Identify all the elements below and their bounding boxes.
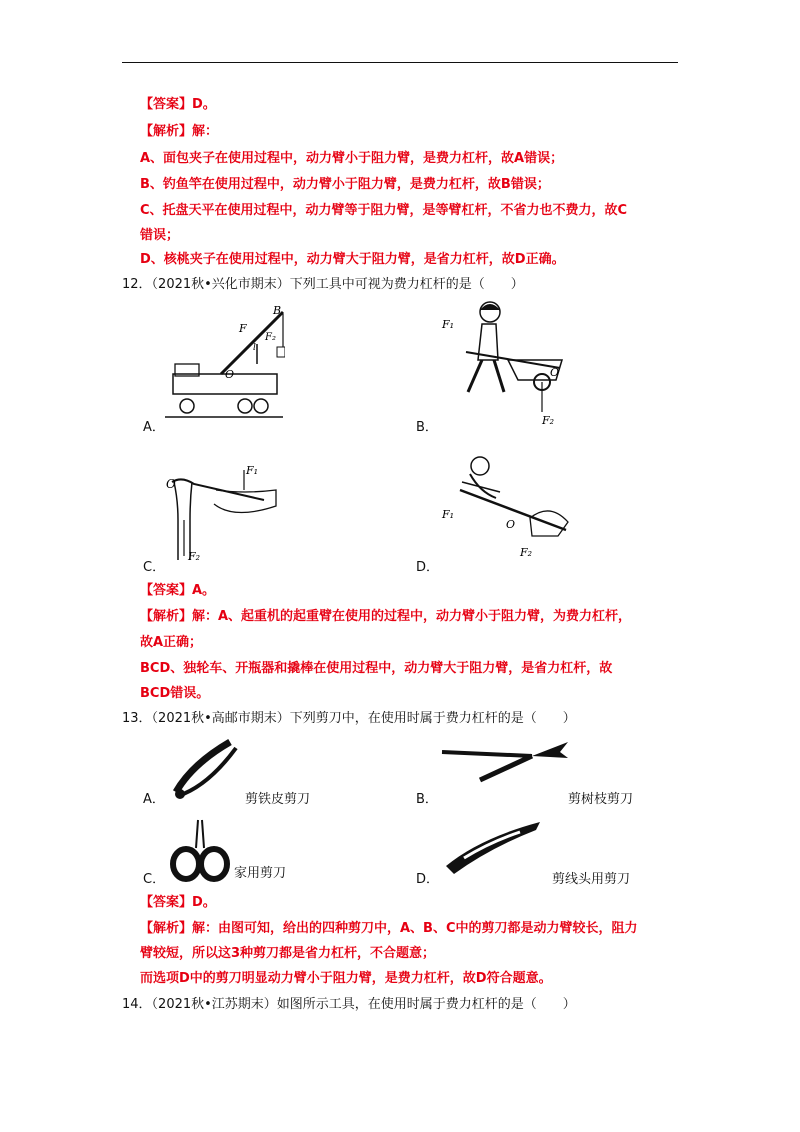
q13-answer: 【答案】D。 (140, 895, 216, 910)
q14-stem: 14．（2021秋•江苏期末）如图所示工具，在使用时属于费力杠杆的是（ ） (122, 997, 576, 1012)
q12-stem: 12．（2021秋•兴化市期末）下列工具中可视为费力杠杆的是（ ） (122, 277, 524, 292)
q11-analysis-line: C、托盘天平在使用过程中，动力臂等于阻力臂，是等臂杠杆，不省力也不费力，故C (140, 203, 628, 218)
tin-snips-figure (168, 734, 242, 802)
crane-label-o: O (225, 368, 235, 381)
crowbar-label-o: O (506, 518, 516, 531)
q13-caption-d: 剪线头用剪刀 (552, 872, 631, 887)
q13-analysis-line: 臂较短，所以这3种剪刀都是省力杠杆，不合题意； (140, 946, 436, 961)
q13-caption-a: 剪铁皮剪刀 (245, 792, 311, 807)
q13-analysis-line: 而选项D中的剪刀明显动力臂小于阻力臂，是费力杠杆，故D符合题意。 (140, 971, 552, 986)
crane-label-b: B (273, 304, 282, 317)
q13-option-d[interactable]: D． (416, 872, 440, 887)
q11-analysis-line: D、核桃夹子在使用过程中，动力臂大于阻力臂，是省力杠杆，故D正确。 (140, 252, 565, 267)
crowbar-label-f1: F₁ (442, 508, 455, 521)
opener-label-f1: F₁ (246, 464, 259, 477)
crane-figure (165, 302, 285, 424)
q12-option-d[interactable]: D． (416, 560, 440, 575)
q12-option-c[interactable]: C． (143, 560, 166, 575)
crowbar-label-f2: F₂ (520, 546, 533, 559)
q12-analysis-line: BCD错误。 (140, 686, 210, 701)
q13-option-a[interactable]: A． (143, 792, 165, 807)
bottle-opener-figure (164, 460, 286, 564)
q13-option-c[interactable]: C． (143, 872, 166, 887)
crane-label-l: l (253, 343, 256, 353)
q12-option-b[interactable]: B． (416, 420, 438, 435)
wheelbarrow-label-f2: F₂ (542, 414, 555, 427)
wheelbarrow-label-o: O (550, 366, 560, 379)
pruning-shears-figure (440, 736, 572, 786)
opener-label-f2: F₂ (188, 550, 201, 563)
header-rule (122, 62, 678, 63)
q12-analysis-line: 故A正确； (140, 635, 203, 650)
crane-label-f2: F₂ (265, 332, 276, 343)
q13-stem: 13．（2021秋•高邮市期末）下列剪刀中，在使用时属于费力杠杆的是（ ） (122, 711, 576, 726)
wheelbarrow-figure (438, 300, 570, 428)
crowbar-figure (440, 452, 574, 566)
thread-snips-figure (440, 818, 546, 876)
q11-analysis-line: A、面包夹子在使用过程中，动力臂小于阻力臂，是费力杠杆，故A错误； (140, 151, 564, 166)
q11-analysis-head: 【解析】解： (140, 124, 219, 139)
q11-analysis-line: B、钓鱼竿在使用过程中，动力臂小于阻力臂，是费力杠杆，故B错误； (140, 177, 550, 192)
q12-analysis-line: 【解析】解：A、起重机的起重臂在使用的过程中，动力臂小于阻力臂，为费力杠杆， (140, 609, 632, 624)
q13-caption-c: 家用剪刀 (234, 866, 287, 881)
q13-option-b[interactable]: B． (416, 792, 438, 807)
opener-label-o: O (166, 477, 176, 491)
q13-analysis-line: 【解析】解：由图可知，给出的四种剪刀中，A、B、C中的剪刀都是动力臂较长，阻力 (140, 921, 638, 936)
q12-answer: 【答案】A。 (140, 583, 216, 598)
household-scissors-figure (168, 818, 232, 882)
q12-analysis-line: BCD、独轮车、开瓶器和撬棒在使用过程中，动力臂大于阻力臂，是省力杠杆，故 (140, 661, 613, 676)
q12-option-a[interactable]: A． (143, 420, 165, 435)
q11-analysis-line: 错误； (140, 228, 180, 243)
wheelbarrow-label-f1: F₁ (442, 318, 455, 331)
q11-answer: 【答案】D。 (140, 97, 216, 112)
q13-caption-b: 剪树枝剪刀 (568, 792, 634, 807)
crane-label-f: F (239, 322, 247, 335)
